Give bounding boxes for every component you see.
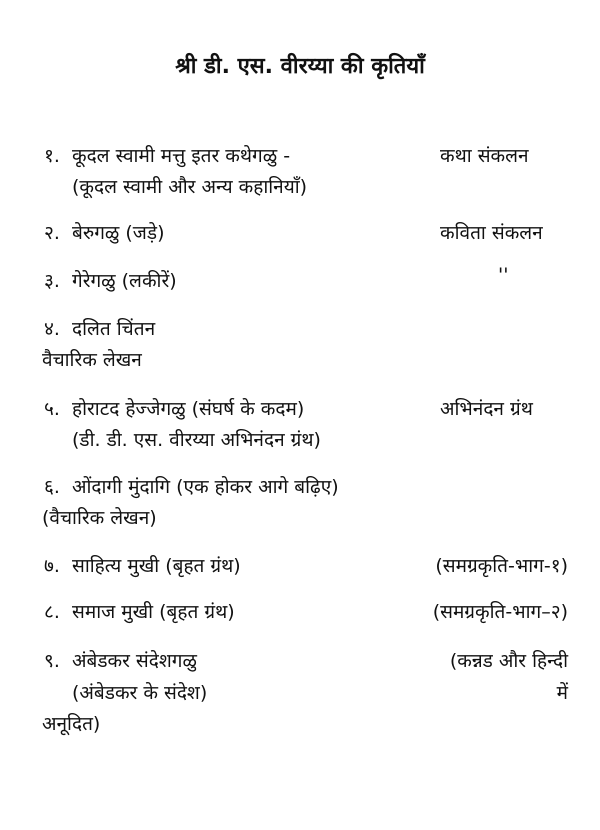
work-7-title: साहित्य मुखी (बृहत ग्रंथ) [72,555,241,577]
work-2-category: कविता संकलन [440,222,543,244]
work-5-subtitle: (डी. डी. एस. वीरय्या अभिनंदन ग्रंथ) [72,429,321,451]
page-title: श्री डी. एस. वीरय्या की कृतियाँ [175,54,425,79]
work-9-number: ९. [44,650,60,672]
work-6-subtitle: (वैचारिक लेखन) [42,507,157,529]
work-3-number: ३. [44,270,60,292]
work-4-title: दलित चिंतन [72,318,156,340]
work-9-subtitle-continued: अनूदित) [42,713,101,735]
work-1-subtitle: (कूदल स्वामी और अन्य कहानियाँ) [72,176,308,198]
work-4-subtitle: वैचारिक लेखन [42,349,142,371]
work-3-category-ditto: '' [498,264,509,286]
work-8-category: (समग्रकृति-भाग–२) [432,601,568,623]
work-6-number: ६. [44,476,60,498]
work-9-subtitle: (अंबेडकर के संदेश) [72,682,208,704]
work-1-number: १. [44,145,60,167]
work-2-number: २. [44,222,60,244]
work-5-title: होराटद हेज्जेगळु (संघर्ष के कदम) [72,398,305,420]
work-3-title: गेरेगळु (लकीरें) [72,270,177,292]
work-5-category: अभिनंदन ग्रंथ [440,398,533,420]
work-1-title: कूदल स्वामी मत्तु इतर कथेगळु - [72,145,291,167]
work-9-category-continued: में [556,682,568,704]
work-5-number: ५. [44,398,60,420]
work-7-category: (समग्रकृति-भाग-१) [435,555,568,577]
work-4-number: ४. [44,318,60,340]
work-2-title: बेरुगळु (जड़े) [72,222,165,244]
work-9-title: अंबेडकर संदेशगळु [72,650,197,672]
work-7-number: ७. [44,555,60,577]
work-8-title: समाज मुखी (बृहत ग्रंथ) [72,601,235,623]
work-1-category: कथा संकलन [440,145,529,167]
work-6-title: ओंदागी मुंदागि (एक होकर आगे बढ़िए) [72,476,339,498]
work-9-category: (कन्नड और हिन्दी [449,650,568,672]
work-8-number: ८. [44,601,60,623]
